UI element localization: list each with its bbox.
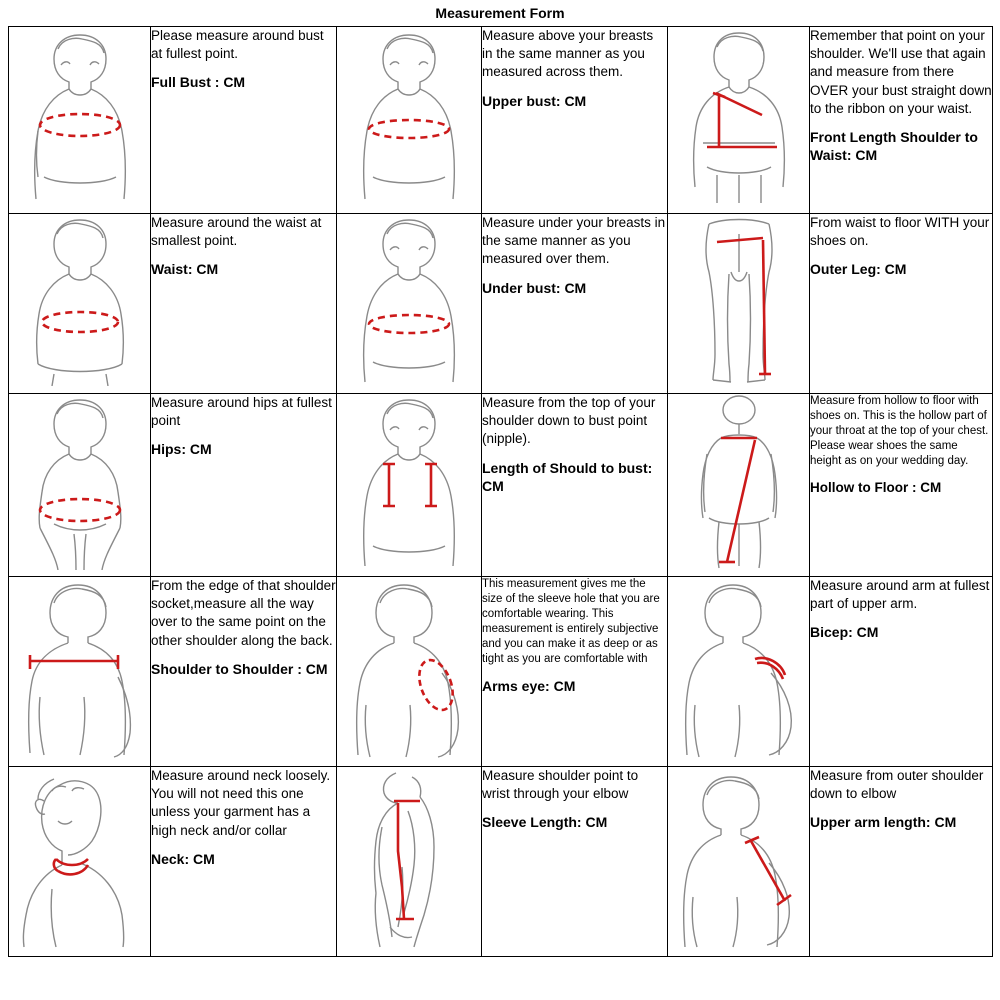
measurement-label: Hollow to Floor : CM — [810, 479, 942, 495]
figure-cell-neck — [9, 767, 151, 957]
text-cell-upper-bust — [482, 27, 668, 214]
table-row — [9, 767, 993, 957]
text-cell-shoulder-to-shoulder — [151, 577, 337, 767]
figure-cell-under-bust — [337, 214, 482, 394]
instruction-text: From the edge of that shoulder socket,measure all the way over to the same point on the other shoulder along the back. — [151, 578, 336, 648]
figure-cell-hips — [9, 394, 151, 577]
instruction-text: Measure around neck loosely. You will not need this one unless your garment has a high neck and/or collar — [151, 768, 331, 838]
instruction-text: Measure under your breasts in the same manner as you measured over them. — [482, 215, 666, 267]
measurement-label: Upper bust: CM — [482, 92, 587, 109]
measurement-table — [8, 26, 993, 957]
figure-cell-upper-arm-length — [668, 767, 810, 957]
text-cell-sleeve-length — [482, 767, 668, 957]
female-torso-upper-bust-dashed-icon — [342, 27, 477, 205]
figure-cell-shoulder-to-shoulder — [9, 577, 151, 767]
female-torso-upper-arm-length-icon — [673, 767, 805, 949]
measurement-label: Length of Should to bust: CM — [482, 459, 653, 494]
measurement-label: Outer Leg: CM — [810, 261, 907, 278]
measurement-label: Sleeve Length: CM — [482, 814, 608, 831]
female-body-waist-dashed-icon — [14, 214, 146, 386]
female-back-shoulder-to-shoulder-icon — [14, 577, 146, 759]
measurement-label: Front Length Shoulder to Waist: CM — [810, 129, 978, 164]
page-title: Measurement Form — [435, 5, 565, 21]
text-cell-front-length — [810, 27, 993, 214]
measurement-label: Shoulder to Shoulder : CM — [151, 660, 328, 677]
figure-cell-front-length — [668, 27, 810, 214]
measurement-label: Neck: CM — [151, 850, 215, 867]
instruction-text: Measure shoulder point to wrist through your elbow — [482, 768, 639, 802]
text-cell-neck — [151, 767, 337, 957]
table-row — [9, 394, 993, 577]
instruction-text: This measurement gives me the size of the sleeve hole that you are comfortable wearing. This measurement is entirely subjective and you can make it as deep or as tight as you are comfortable with — [482, 578, 660, 665]
female-torso-arms-eye-icon — [342, 577, 477, 759]
female-body-front-length-icon — [673, 27, 805, 205]
female-torso-under-bust-dashed-icon — [342, 214, 477, 386]
measurement-label: Arms eye: CM — [482, 677, 576, 694]
text-cell-bicep — [810, 577, 993, 767]
instruction-text: From waist to floor WITH your shoes on. — [810, 215, 990, 249]
instruction-text: Measure above your breasts in the same manner as you measured across them. — [482, 28, 654, 80]
female-head-neck-profile-icon — [14, 767, 146, 949]
female-torso-bust-dashed-icon — [14, 27, 146, 205]
text-cell-hips — [151, 394, 337, 577]
text-cell-hollow-to-floor — [810, 394, 993, 577]
female-torso-shoulder-to-bust-icon — [342, 394, 477, 570]
text-cell-full-bust — [151, 27, 337, 214]
text-cell-upper-arm-length — [810, 767, 993, 957]
measurement-label: Under bust: CM — [482, 279, 587, 296]
female-legs-outer-leg-icon — [673, 214, 805, 386]
instruction-text: Measure around hips at fullest point — [151, 395, 332, 429]
figure-cell-outer-leg — [668, 214, 810, 394]
figure-cell-sleeve-length — [337, 767, 482, 957]
female-body-hollow-to-floor-icon — [673, 394, 805, 570]
instruction-text: Measure from the top of your shoulder down to bust point (nipple). — [482, 395, 656, 447]
measurement-label: Bicep: CM — [810, 624, 879, 641]
measurement-label: Waist: CM — [151, 261, 219, 278]
figure-cell-shoulder-to-bust — [337, 394, 482, 577]
figure-cell-arms-eye — [337, 577, 482, 767]
instruction-text: Measure from outer shoulder down to elbow — [810, 768, 984, 802]
figure-cell-upper-bust — [337, 27, 482, 214]
figure-cell-hollow-to-floor — [668, 394, 810, 577]
text-cell-outer-leg — [810, 214, 993, 394]
instruction-text: Measure around the waist at smallest point. — [151, 215, 322, 249]
figure-cell-full-bust — [9, 27, 151, 214]
table-row — [9, 27, 993, 214]
measurement-label: Hips: CM — [151, 441, 212, 458]
table-row — [9, 577, 993, 767]
female-body-sleeve-length-icon — [342, 767, 477, 949]
text-cell-arms-eye — [482, 577, 668, 767]
table-row — [9, 214, 993, 394]
figure-cell-bicep — [668, 577, 810, 767]
text-cell-waist — [151, 214, 337, 394]
instruction-text: Measure around arm at fullest part of upper arm. — [810, 578, 990, 612]
instruction-text: Measure from hollow to floor with shoes on. This is the hollow part of your throat at the top of your chest. Please wear shoes the same height as on your wedding day. — [810, 395, 989, 467]
measurement-label: Full Bust : CM — [151, 74, 246, 91]
figure-cell-waist — [9, 214, 151, 394]
text-cell-shoulder-to-bust — [482, 394, 668, 577]
instruction-text: Remember that point on your shoulder. We'll use that again and measure from there OVER your bust straight down to the ribbon on your waist. — [810, 28, 992, 116]
female-body-hips-dashed-icon — [14, 394, 146, 570]
measurement-label: Upper arm length: CM — [810, 814, 957, 831]
text-cell-under-bust — [482, 214, 668, 394]
female-torso-bicep-icon — [673, 577, 805, 759]
instruction-text: Please measure around bust at fullest point. — [151, 28, 324, 62]
